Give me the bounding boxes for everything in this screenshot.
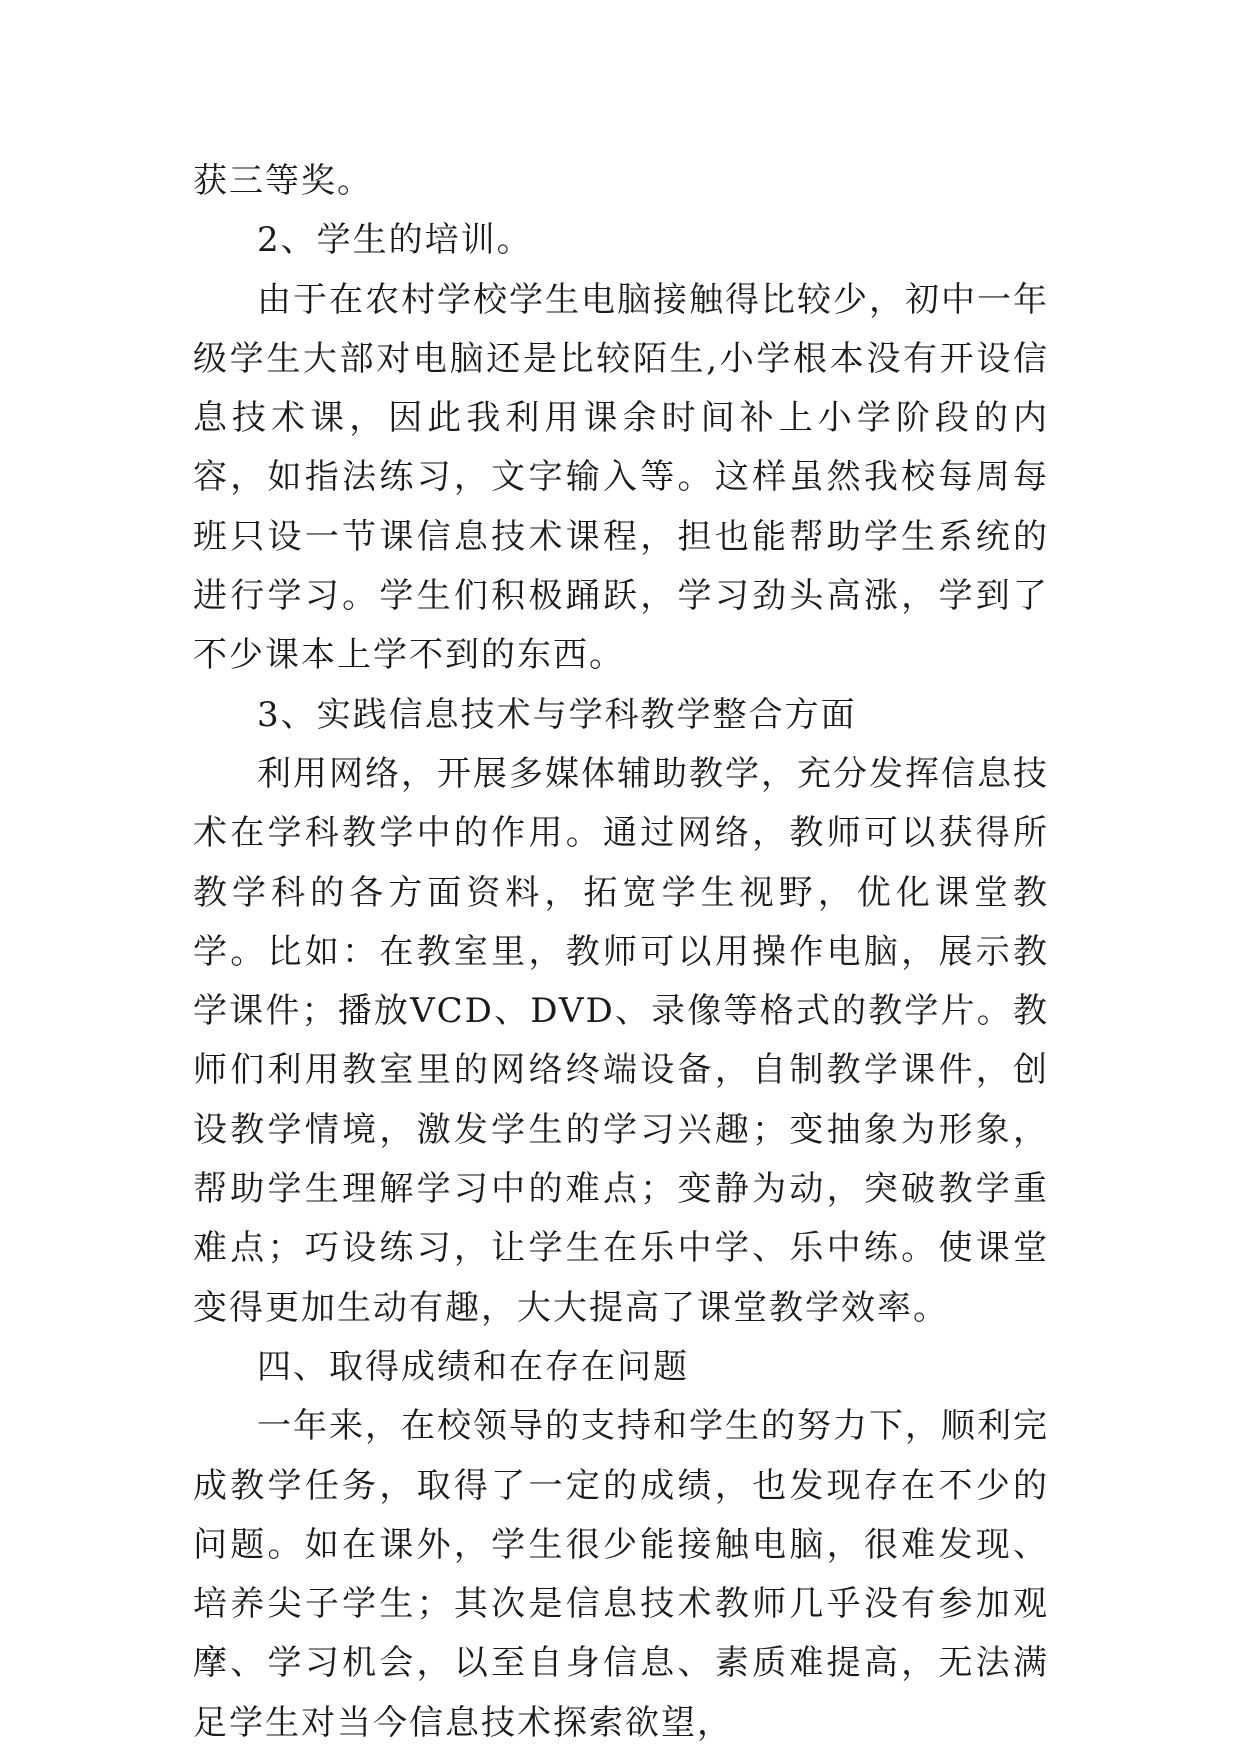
paragraph-integration-practice: 利用网络，开展多媒体辅助教学，充分发挥信息技术在学科教学中的作用。通过网络，教师可以获得所教学科的各方面资料，拓宽学生视野，优化课堂教学。比如：在教室里，教师可以用操作电脑，展示教学课件；播放VCD、DVD、录像等格式的教学片。教师们利用教室里的网络终端设备，自制教学课件，创设教学情境，激发学生的学习兴趣；变抽象为形象，帮助学生理解学习中的难点；变静为动，突破教学重难点；巧设练习，让学生在乐中学、乐中练。使课堂变得更加生动有趣，大大提高了课堂教学效率。: [193, 753, 1049, 1328]
heading-integration-practice: 3、实践信息技术与学科教学整合方面: [257, 694, 857, 735]
heading-student-training: 2、学生的培训。: [257, 220, 533, 261]
document-page: [193, 152, 1049, 1753]
heading-achievements-problems: 四、取得成绩和在存在问题: [257, 1346, 689, 1387]
paragraph-achievements-problems: 一年来，在校领导的支持和学生的努力下，顺利完成教学任务，取得了一定的成绩，也发现存在不少的问题。如在课外，学生很少能接触电脑，很难发现、培养尖子学生；其次是信息技术教师几乎没有参加观摩、学习机会，以至自身信息、素质难提高，无法满足学生对当今信息技术探索欲望，: [193, 1406, 1049, 1743]
paragraph-award-continuation: 获三等奖。: [193, 161, 373, 201]
paragraph-student-training: 由于在农村学校学生电脑接触得比较少，初中一年级学生大部对电脑还是比较陌生,小学根本没有开设信息技术课，因此我利用课余时间补上小学阶段的内容，如指法练习，文字输入等。这样虽然我校每周每班只设一节课信息技术课程，担也能帮助学生系统的进行学习。学生们积极踊跃，学习劲头高涨，学到了不少课本上学不到的东西。: [193, 279, 1049, 676]
